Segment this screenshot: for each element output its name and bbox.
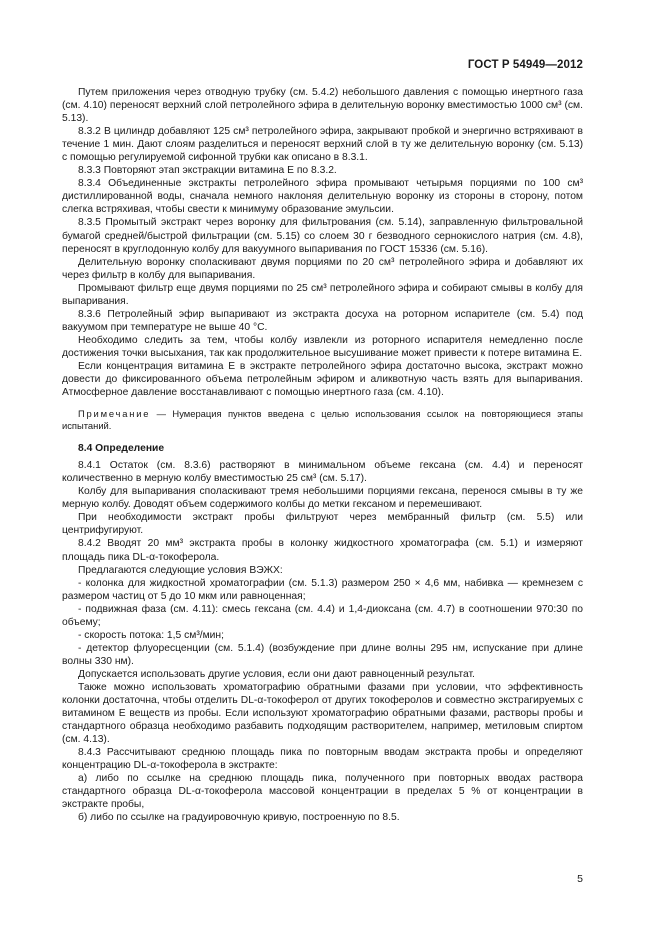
list-item: а) либо по ссылке на среднюю площадь пика, полученного при повторных вводах раствора стандартного образца DL-α-токоферола массовой концентрации в пределах 5 % от концентрации в экстракте пробы,	[62, 773, 583, 811]
paragraph: 8.3.3 Повторяют этап экстракции витамина Е по 8.3.2.	[78, 165, 337, 177]
paragraph: При необходимости экстракт пробы фильтруют через мембранный фильтр (см. 5.5) или центрифугируют.	[62, 512, 583, 537]
list-item: - подвижная фаза (см. 4.11): смесь гексана (см. 4.4) и 1,4-диоксана (см. 4.7) в соотношении 970:30 по объему;	[62, 603, 583, 628]
paragraph: Также можно использовать хроматографию обратными фазами при условии, что эффективность колонки достаточна, чтобы отделить DL-α-токоферол от других токоферолов и совместно экстрагируемых с витамином Е веществ из пробы. Если используют хроматографию обратными фазами, растворы пробы и стандартного образца необходимо разбавить подходящим растворителем, например, метиловым спиртом (см. 4.13).	[62, 681, 583, 746]
document-body	[62, 86, 583, 824]
paragraph: Колбу для выпаривания споласкивают тремя небольшими порциями гексана, перенося смывы в ту же мерную колбу. Доводят объем содержимого колбы до метки гексаном и перемешивают.	[62, 486, 583, 511]
list-item: - детектор флуоресценции (см. 5.1.4) (возбуждение при длине волны 295 нм, испускание при длине волны 330 нм).	[62, 642, 583, 667]
note-label: Примечание	[78, 408, 151, 420]
paragraph: Если концентрация витамина Е в экстракте петролейного эфира достаточно высока, экстракт можно довести до фиксированного объема петролейным эфиром и аликвотную часть взять для выпаривания. Атмосферное давление восстанавливают с помощью инертного газа (см. 4.10).	[62, 360, 583, 399]
paragraph: Промывают фильтр еще двумя порциями по 25 см³ петролейного эфира и собирают смывы в колбу для выпаривания.	[62, 282, 583, 307]
section-heading: 8.4 Определение	[78, 443, 165, 455]
list-item: - колонка для жидкостной хроматографии (см. 5.1.3) размером 250 × 4,6 мм, набивка — кремнезем с размером частиц от 5 до 10 мкм или равноценная;	[62, 577, 583, 602]
list-item: - скорость потока: 1,5 см³/мин;	[78, 629, 224, 641]
paragraph: Допускается использовать другие условия, если они дают равноценный результат.	[78, 668, 475, 680]
list-item: б) либо по ссылке на градуировочную кривую, построенную по 8.5.	[78, 812, 400, 824]
paragraph: Путем приложения через отводную трубку (см. 5.4.2) небольшого давления с помощью инертного газа (см. 4.10) переносят верхний слой петролейного эфира в делительную воронку вместимостью 1000 см³ (см. 5.13).	[62, 87, 583, 125]
paragraph: 8.4.2 Вводят 20 мм³ экстракта пробы в колонку жидкостного хроматографа (см. 5.1) и измеряют площадь пика DL-α-токоферола.	[62, 538, 583, 563]
paragraph: 8.4.3 Рассчитывают среднюю площадь пика по повторным вводам экстракта пробы и определяют концентрацию DL-α-токоферола в экстракте:	[62, 747, 583, 772]
paragraph: 8.3.4 Объединенные экстракты петролейного эфира промывают четырьмя порциями по 100 см³ дистиллированной воды, сначала немного наклоняя делительную воронку из стороны в сторону, потом слегка встряхивая, чтобы свести к минимуму образование эмульсии.	[62, 178, 583, 216]
paragraph: Предлагаются следующие условия ВЭЖХ:	[78, 564, 283, 576]
paragraph: Делительную воронку споласкивают двумя порциями по 20 см³ петролейного эфира и добавляют их через фильтр в колбу для выпаривания.	[62, 256, 583, 281]
paragraph: 8.3.6 Петролейный эфир выпаривают из экстракта досуха на роторном испарителе (см. 5.4) под вакуумом при температуре не выше 40 °С.	[62, 308, 583, 333]
note	[62, 408, 583, 432]
page-number: 5	[577, 873, 583, 885]
note-text: — Нумерация пунктов введена с целью использования ссылок на повторяющиеся этапы испытаний.	[62, 408, 583, 432]
paragraph: 8.4.1 Остаток (см. 8.3.6) растворяют в минимальном объеме гексана (см. 4.4) и переносят количественно в мерную колбу вместимостью 25 см³ (см. 5.17).	[62, 460, 583, 485]
paragraph: Необходимо следить за тем, чтобы колбу извлекли из роторного испарителя немедленно после достижения точки высыхания, так как продолжительное высушивание может привести к потере витамина Е.	[62, 334, 583, 359]
paragraph: 8.3.2 В цилиндр добавляют 125 см³ петролейного эфира, закрывают пробкой и энергично встряхивают в течение 1 мин. Дают слоям разделиться и переносят верхний слой в ту же делительную воронку (см. 5.13) с помощью регулируемой сифонной трубки как описано в 8.3.1.	[62, 126, 583, 164]
standard-header: ГОСТ Р 54949—2012	[467, 59, 583, 71]
paragraph: 8.3.5 Промытый экстракт через воронку для фильтрования (см. 5.14), заправленную фильтровальной бумагой средней/быстрой фильтрации (см. 5.15) со слоем 30 г безводного сернокислого натрия (см. 4.8), переносят в круглодонную колбу для вакуумного выпаривания по ГОСТ 15336 (см. 5.16).	[62, 217, 583, 255]
